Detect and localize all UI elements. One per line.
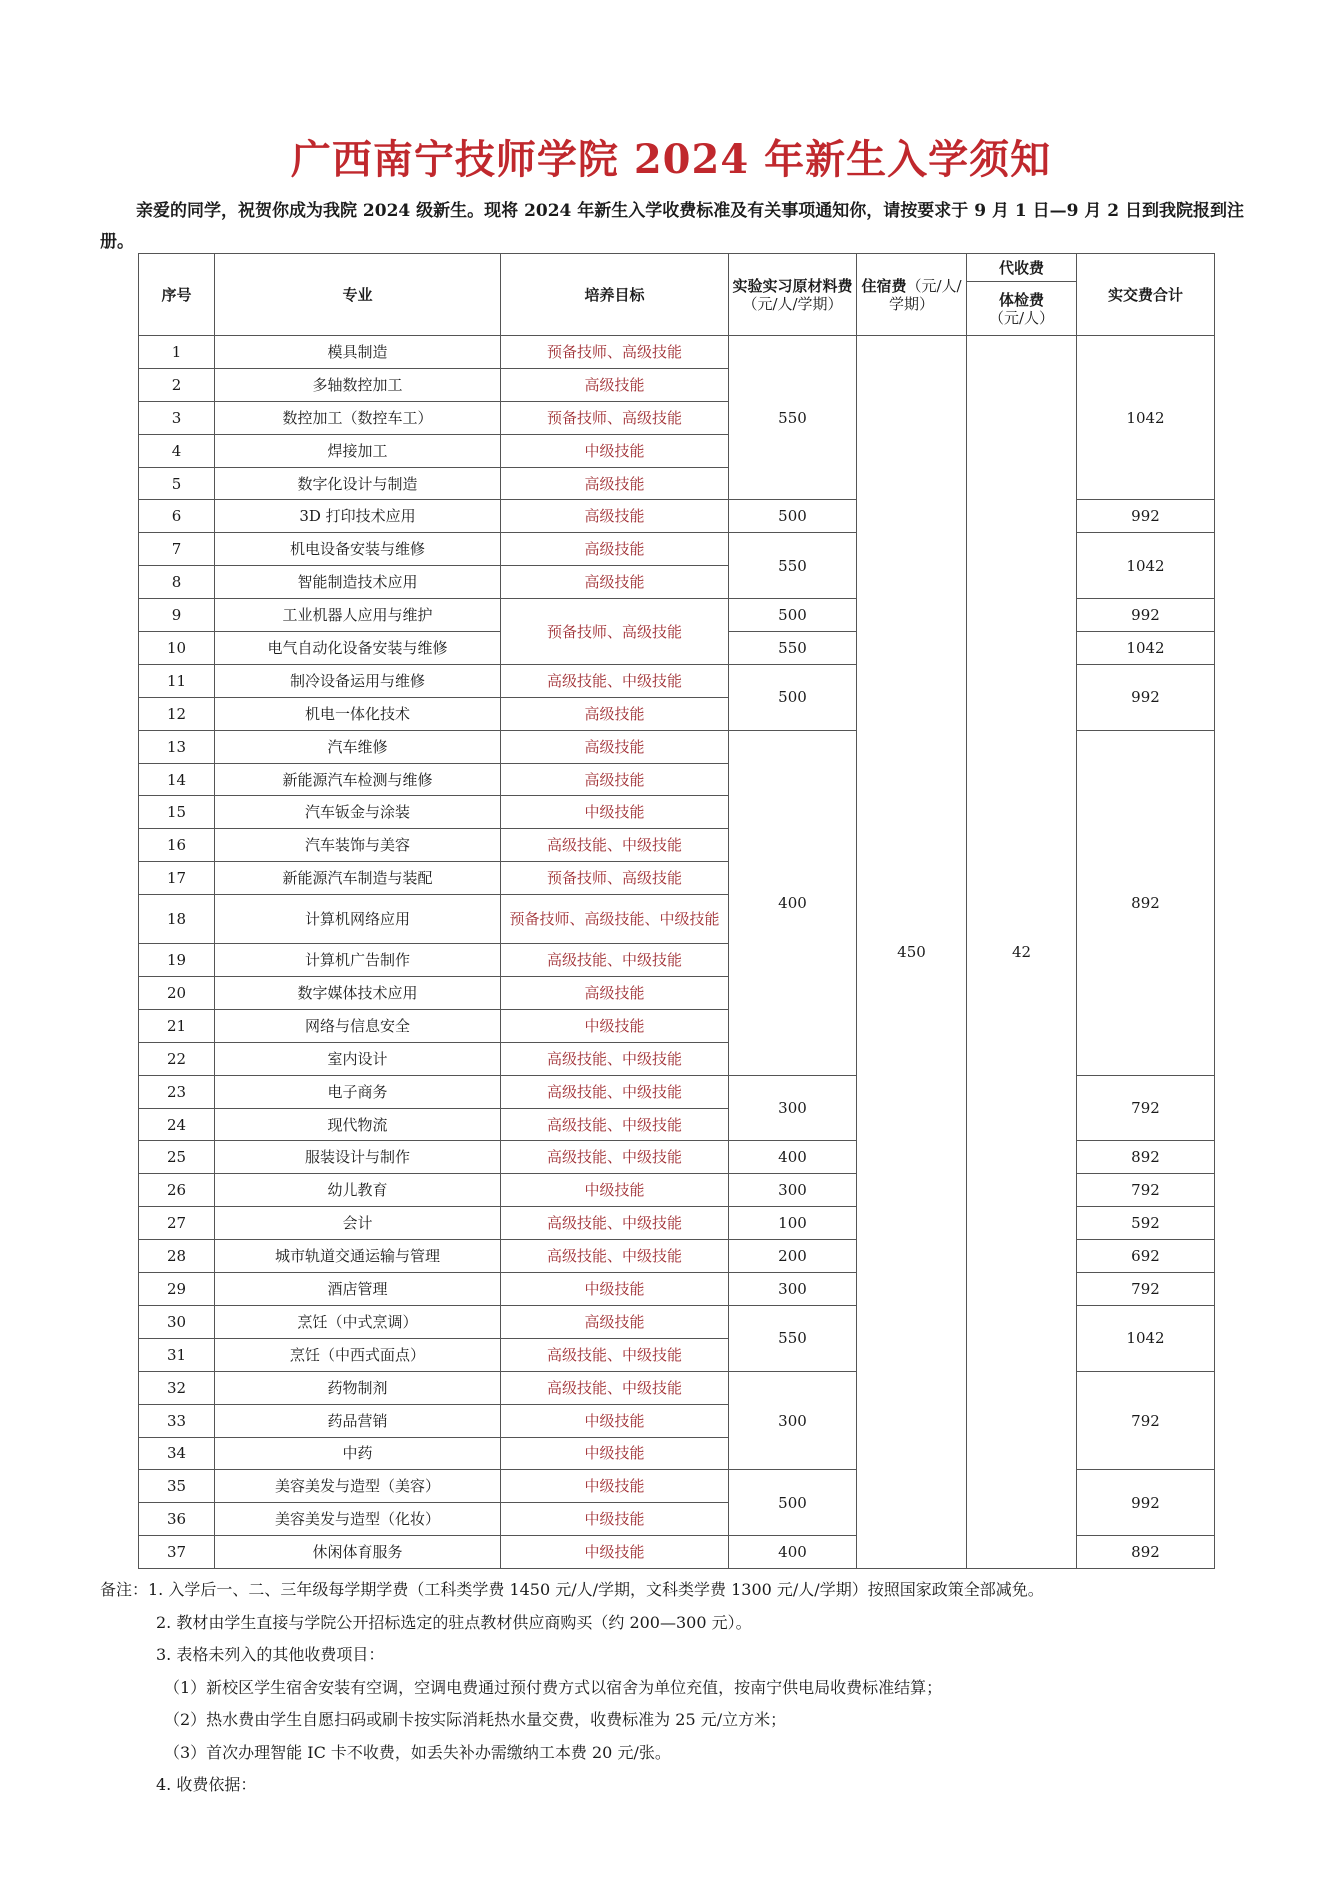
row-major: 制冷设备运用与维修 xyxy=(215,664,501,697)
row-major: 会计 xyxy=(215,1207,501,1240)
row-goal: 高级技能 xyxy=(501,533,729,566)
row-goal: 预备技师、高级技能 xyxy=(501,862,729,895)
header-physical xyxy=(967,282,1077,336)
row-goal: 预备技师、高级技能 xyxy=(501,401,729,434)
note-line: （2）热水费由学生自愿扫码或刷卡按实际消耗热水量交费，收费标准为 25 元/立方米； xyxy=(164,1710,787,1729)
row-goal: 高级技能、中级技能 xyxy=(501,1338,729,1371)
material-fee: 550 xyxy=(729,1305,857,1371)
row-goal: 中级技能 xyxy=(501,1009,729,1042)
header-major: 专业 xyxy=(215,254,501,336)
row-goal: 高级技能、中级技能 xyxy=(501,829,729,862)
material-fee: 300 xyxy=(729,1273,857,1306)
header-material xyxy=(729,254,857,336)
material-fee: 500 xyxy=(729,664,857,730)
row-major: 烹饪（中式烹调） xyxy=(215,1305,501,1338)
header-agency: 代收费 xyxy=(967,254,1077,282)
row-no: 1 xyxy=(139,336,215,369)
row-major: 焊接加工 xyxy=(215,434,501,467)
row-no: 3 xyxy=(139,401,215,434)
row-goal: 高级技能、中级技能 xyxy=(501,1108,729,1141)
total-fee: 1042 xyxy=(1077,1305,1215,1371)
row-goal: 高级技能、中级技能 xyxy=(501,664,729,697)
row-no: 4 xyxy=(139,434,215,467)
row-major: 汽车钣金与涂装 xyxy=(215,796,501,829)
row-goal: 中级技能 xyxy=(501,1404,729,1437)
row-no: 10 xyxy=(139,632,215,665)
physical-fee: 42 xyxy=(967,336,1077,1569)
row-goal: 高级技能 xyxy=(501,566,729,599)
note-line: 2. 教材由学生直接与学院公开招标选定的驻点教材供应商购买（约 200—300 元）。 xyxy=(156,1612,752,1632)
row-no: 21 xyxy=(139,1009,215,1042)
material-fee: 550 xyxy=(729,632,857,665)
header-material-label: 实验实习原材料费 xyxy=(732,276,853,295)
row-goal: 高级技能、中级技能 xyxy=(501,944,729,977)
row-major: 计算机广告制作 xyxy=(215,944,501,977)
row-no: 17 xyxy=(139,862,215,895)
row-goal: 中级技能 xyxy=(501,1174,729,1207)
row-no: 22 xyxy=(139,1042,215,1075)
fee-table xyxy=(138,253,1215,1569)
row-no: 36 xyxy=(139,1503,215,1536)
total-fee: 592 xyxy=(1077,1207,1215,1240)
row-major: 机电设备安装与维修 xyxy=(215,533,501,566)
row-goal: 高级技能、中级技能 xyxy=(501,1075,729,1108)
row-goal: 高级技能、中级技能 xyxy=(501,1240,729,1273)
row-goal: 中级技能 xyxy=(501,796,729,829)
intro-paragraph: 亲爱的同学，祝贺你成为我院 2024 级新生。现将 2024 年新生入学收费标准及有关事项通知你，请按要求于 9 月 1 日—9 月 2 日到我院报到注册。 xyxy=(100,201,1245,252)
row-goal: 高级技能、中级技能 xyxy=(501,1042,729,1075)
row-major: 数字媒体技术应用 xyxy=(215,977,501,1010)
row-major: 服装设计与制作 xyxy=(215,1141,501,1174)
total-fee: 1042 xyxy=(1077,533,1215,599)
row-no: 33 xyxy=(139,1404,215,1437)
row-goal: 高级技能 xyxy=(501,1305,729,1338)
total-fee: 892 xyxy=(1077,730,1215,1075)
row-goal: 中级技能 xyxy=(501,1536,729,1569)
row-major: 烹饪（中西式面点） xyxy=(215,1338,501,1371)
row-no: 24 xyxy=(139,1108,215,1141)
total-fee: 892 xyxy=(1077,1141,1215,1174)
row-goal: 高级技能、中级技能 xyxy=(501,1207,729,1240)
material-fee: 550 xyxy=(729,336,857,500)
row-no: 18 xyxy=(139,895,215,944)
row-no: 29 xyxy=(139,1273,215,1306)
row-no: 19 xyxy=(139,944,215,977)
row-major: 电气自动化设备安装与维修 xyxy=(215,632,501,665)
total-fee: 992 xyxy=(1077,1470,1215,1536)
row-goal: 高级技能 xyxy=(501,368,729,401)
row-no: 13 xyxy=(139,730,215,763)
row-major: 汽车维修 xyxy=(215,730,501,763)
row-major: 数控加工（数控车工） xyxy=(215,401,501,434)
material-fee: 500 xyxy=(729,599,857,632)
header-seq: 序号 xyxy=(139,254,215,336)
row-major: 电子商务 xyxy=(215,1075,501,1108)
note-line: （3）首次办理智能 IC 卡不收费，如丢失补办需缴纳工本费 20 元/张。 xyxy=(164,1742,671,1762)
row-goal: 预备技师、高级技能 xyxy=(501,336,729,369)
header-physical-unit: （元/人） xyxy=(988,308,1055,327)
row-major: 城市轨道交通运输与管理 xyxy=(215,1240,501,1273)
row-major: 智能制造技术应用 xyxy=(215,566,501,599)
row-major: 室内设计 xyxy=(215,1042,501,1075)
row-no: 34 xyxy=(139,1437,215,1470)
row-goal: 中级技能 xyxy=(501,1273,729,1306)
header-total: 实交费合计 xyxy=(1077,254,1215,336)
row-no: 15 xyxy=(139,796,215,829)
row-major: 休闲体育服务 xyxy=(215,1536,501,1569)
row-major: 网络与信息安全 xyxy=(215,1009,501,1042)
dorm-fee: 450 xyxy=(857,336,967,1569)
material-fee: 300 xyxy=(729,1174,857,1207)
total-fee: 792 xyxy=(1077,1174,1215,1207)
note-line: （1）新校区学生宿舍安装有空调，空调电费通过预付费方式以宿舍为单位充值，按南宁供电局收费标准结算； xyxy=(164,1677,943,1697)
row-no: 27 xyxy=(139,1207,215,1240)
row-no: 14 xyxy=(139,763,215,796)
total-fee: 992 xyxy=(1077,599,1215,632)
header-material-unit: （元/人/学期） xyxy=(742,294,843,313)
row-goal: 中级技能 xyxy=(501,434,729,467)
row-major: 幼儿教育 xyxy=(215,1174,501,1207)
row-major: 新能源汽车制造与装配 xyxy=(215,862,501,895)
row-major: 药物制剂 xyxy=(215,1371,501,1404)
material-fee: 300 xyxy=(729,1371,857,1470)
row-no: 20 xyxy=(139,977,215,1010)
row-no: 5 xyxy=(139,467,215,500)
row-goal: 高级技能 xyxy=(501,763,729,796)
material-fee: 400 xyxy=(729,730,857,1075)
header-physical-label: 体检费 xyxy=(998,290,1044,309)
row-no: 28 xyxy=(139,1240,215,1273)
total-fee: 992 xyxy=(1077,500,1215,533)
material-fee: 500 xyxy=(729,1470,857,1536)
row-no: 7 xyxy=(139,533,215,566)
material-fee: 100 xyxy=(729,1207,857,1240)
row-major: 机电一体化技术 xyxy=(215,697,501,730)
row-major: 数字化设计与制造 xyxy=(215,467,501,500)
row-no: 9 xyxy=(139,599,215,632)
header-goal: 培养目标 xyxy=(501,254,729,336)
material-fee: 500 xyxy=(729,500,857,533)
material-fee: 550 xyxy=(729,533,857,599)
row-goal: 高级技能、中级技能 xyxy=(501,1371,729,1404)
row-major: 酒店管理 xyxy=(215,1273,501,1306)
row-goal: 中级技能 xyxy=(501,1503,729,1536)
row-goal: 高级技能 xyxy=(501,697,729,730)
row-major: 药品营销 xyxy=(215,1404,501,1437)
header-dorm-label: 住宿费 xyxy=(861,276,907,295)
row-goal: 中级技能 xyxy=(501,1470,729,1503)
material-fee: 300 xyxy=(729,1075,857,1141)
total-fee: 1042 xyxy=(1077,632,1215,665)
row-major: 多轴数控加工 xyxy=(215,368,501,401)
total-fee: 792 xyxy=(1077,1371,1215,1470)
row-goal: 高级技能 xyxy=(501,730,729,763)
total-fee: 692 xyxy=(1077,1240,1215,1273)
row-no: 30 xyxy=(139,1305,215,1338)
note-line: 备注：1. 入学后一、二、三年级每学期学费（工科类学费 1450 元/人/学期，文科类学费 1300 元/人/学期）按照国家政策全部减免。 xyxy=(100,1580,1044,1599)
row-major: 工业机器人应用与维护 xyxy=(215,599,501,632)
row-no: 31 xyxy=(139,1338,215,1371)
row-major: 美容美发与造型（美容） xyxy=(215,1470,501,1503)
notes-section xyxy=(100,1574,1300,1802)
row-goal: 高级技能 xyxy=(501,977,729,1010)
total-fee: 1042 xyxy=(1077,336,1215,500)
row-no: 37 xyxy=(139,1536,215,1569)
row-major: 新能源汽车检测与维修 xyxy=(215,763,501,796)
page-title: 广西南宁技师学院 2024 年新生入学须知 xyxy=(290,136,1052,183)
row-major: 美容美发与造型（化妆） xyxy=(215,1503,501,1536)
row-major: 现代物流 xyxy=(215,1108,501,1141)
note-line: 3. 表格未列入的其他收费项目： xyxy=(156,1645,385,1664)
total-fee: 792 xyxy=(1077,1273,1215,1306)
row-no: 2 xyxy=(139,368,215,401)
row-no: 16 xyxy=(139,829,215,862)
table-row xyxy=(139,336,1215,369)
row-goal: 预备技师、高级技能 xyxy=(501,599,729,665)
material-fee: 200 xyxy=(729,1240,857,1273)
row-major: 模具制造 xyxy=(215,336,501,369)
row-no: 32 xyxy=(139,1371,215,1404)
total-fee: 792 xyxy=(1077,1075,1215,1141)
header-dorm xyxy=(857,254,967,336)
row-goal: 高级技能 xyxy=(501,500,729,533)
material-fee: 400 xyxy=(729,1536,857,1569)
row-no: 6 xyxy=(139,500,215,533)
row-major: 中药 xyxy=(215,1437,501,1470)
material-fee: 400 xyxy=(729,1141,857,1174)
row-no: 11 xyxy=(139,664,215,697)
total-fee: 892 xyxy=(1077,1536,1215,1569)
row-no: 26 xyxy=(139,1174,215,1207)
row-no: 35 xyxy=(139,1470,215,1503)
row-major: 3D 打印技术应用 xyxy=(215,500,501,533)
row-major: 计算机网络应用 xyxy=(215,895,501,944)
note-line: 4. 收费依据： xyxy=(156,1775,257,1794)
total-fee: 992 xyxy=(1077,664,1215,730)
header-dorm-unit: （元/人/学期） xyxy=(888,276,962,313)
row-goal: 中级技能 xyxy=(501,1437,729,1470)
row-major: 汽车装饰与美容 xyxy=(215,829,501,862)
row-goal: 高级技能 xyxy=(501,467,729,500)
row-goal: 预备技师、高级技能、中级技能 xyxy=(501,895,729,944)
row-no: 25 xyxy=(139,1141,215,1174)
row-no: 23 xyxy=(139,1075,215,1108)
row-no: 12 xyxy=(139,697,215,730)
row-no: 8 xyxy=(139,566,215,599)
row-goal: 高级技能、中级技能 xyxy=(501,1141,729,1174)
